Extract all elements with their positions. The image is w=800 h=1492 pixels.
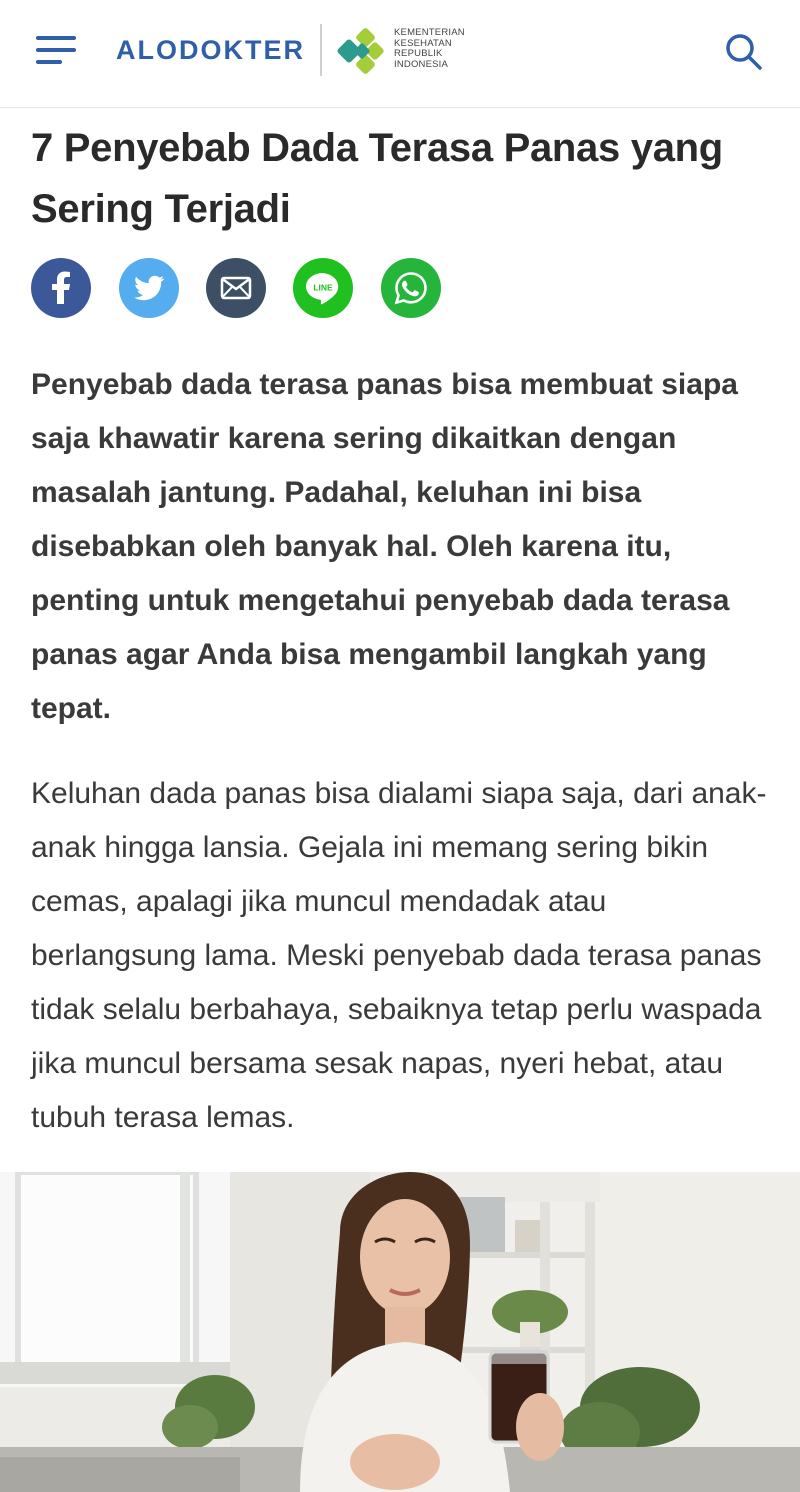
share-facebook-button[interactable]: [31, 258, 91, 318]
share-buttons: [31, 258, 451, 318]
share-email-button[interactable]: [206, 258, 266, 318]
article-title: 7 Penyebab Dada Terasa Panas yang Sering Terjadi: [31, 126, 723, 231]
whatsapp-icon: [381, 258, 441, 318]
share-line-button[interactable]: [293, 258, 353, 318]
partner-line: REPUBLIK: [394, 48, 443, 59]
article-hero-image: [0, 1172, 800, 1492]
line-icon: [293, 258, 353, 318]
facebook-icon: [31, 258, 91, 318]
logo-divider: [320, 24, 322, 76]
kemenkes-wordmark: [394, 28, 465, 70]
twitter-icon: [119, 258, 179, 318]
partner-line: KEMENTERIAN: [394, 27, 465, 38]
site-header: [0, 0, 800, 108]
woman-drinking-photo: [0, 1172, 800, 1492]
partner-line: INDONESIA: [394, 58, 449, 70]
site-logo[interactable]: ALODOKTER: [116, 35, 305, 65]
share-whatsapp-button[interactable]: [381, 258, 441, 318]
search-button[interactable]: [722, 30, 766, 74]
line-icon-label: LINE: [313, 282, 333, 293]
kemenkes-logo: [332, 24, 388, 78]
hamburger-menu-icon[interactable]: [36, 34, 80, 66]
partner-line: KESEHATAN: [394, 37, 452, 49]
search-icon: [722, 30, 766, 74]
mail-icon: [206, 258, 266, 318]
article-lead: Penyebab dada terasa panas bisa membuat siapa saja khawatir karena sering dikaitkan dengan masalah jantung. Padahal, keluhan ini bisa disebabkan oleh banyak hal. Oleh karena itu, penting untuk mengetahui penyebab dada terasa panas agar Anda bisa mengambil langkah yang tepat.: [31, 368, 738, 725]
share-twitter-button[interactable]: [119, 258, 179, 318]
article-paragraph: Keluhan dada panas bisa dialami siapa saja, dari anak-anak hingga lansia. Gejala ini memang sering bikin cemas, apalagi jika muncul mendadak atau berlangsung lama. Meski penyebab dada terasa panas tidak selalu berbahaya, sebaiknya tetap perlu waspada jika muncul bersama sesak napas, nyeri hebat, atau tubuh terasa lemas.: [31, 777, 767, 1134]
